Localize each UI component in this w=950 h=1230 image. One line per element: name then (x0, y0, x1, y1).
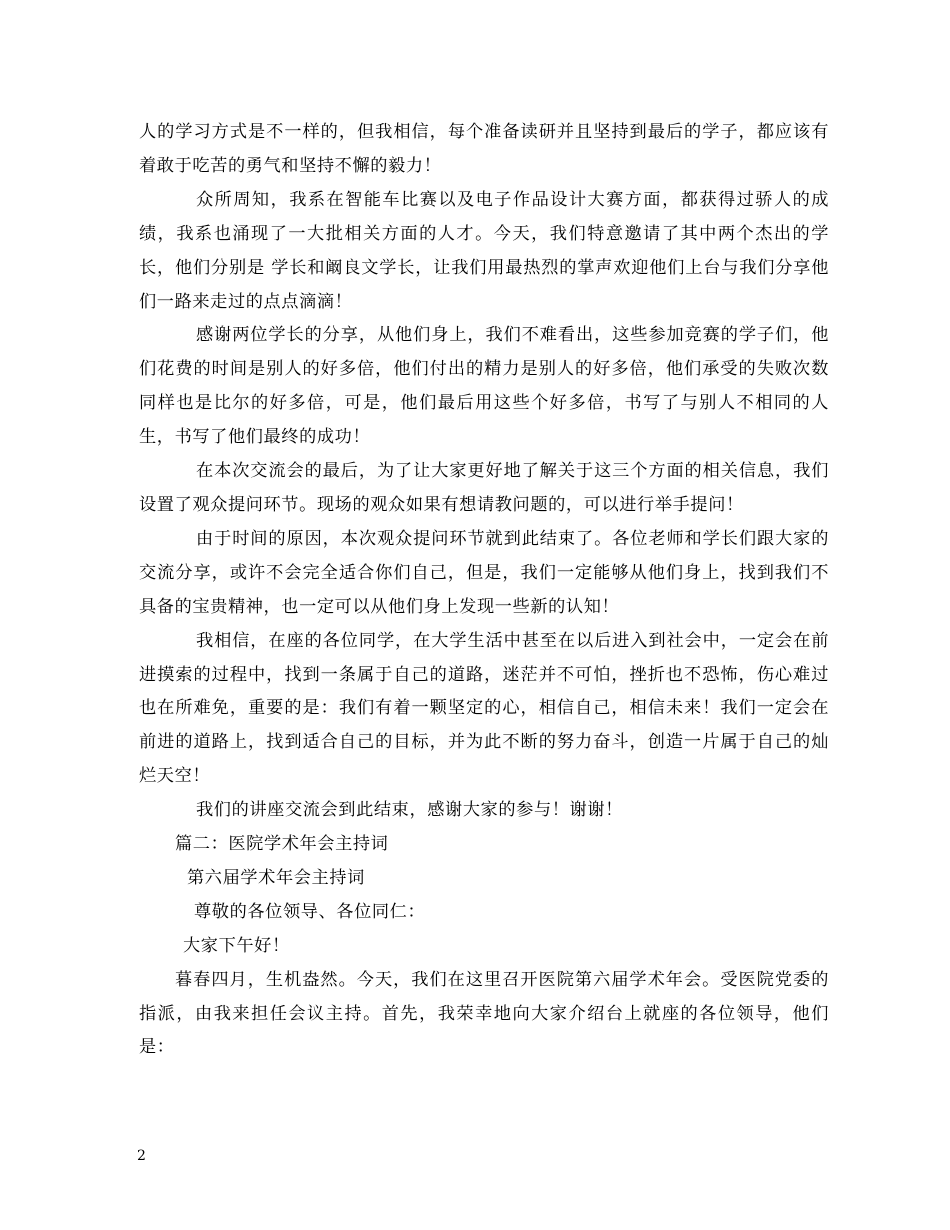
paragraph-session-end: 由于时间的原因，本次观众提问环节就到此结束了。各位老师和学长们跟大家的交流分享，或许不会完全适合你们自己，但是，我们一定能够从他们身上，找到我们不具备的宝贵精神，也一定可以从他们身上发现一些新的认知！ (139, 528, 829, 617)
salutation: 尊敬的各位领导、各位同仁： (194, 901, 426, 922)
document-title: 第六届学术年会主持词 (187, 867, 365, 888)
document-body (139, 116, 829, 1065)
page-number: 2 (137, 1148, 146, 1164)
paragraph-continuation: 人的学习方式是不一样的，但我相信，每个准备读研并且坚持到最后的学子，都应该有着敢于吃苦的勇气和坚持不懈的毅力！ (139, 122, 829, 176)
paragraph-competition-intro: 众所周知，我系在智能车比赛以及电子作品设计大赛方面，都获得过骄人的成绩，我系也涌现了一大批相关方面的人才。今天，我们特意邀请了其中两个杰出的学长，他们分别是 学长和阚良文学长，让我们用最热烈的掌声欢迎他们上台与我们分享他们一路来走过的点点滴滴！ (139, 189, 829, 312)
greeting: 大家下午好！ (183, 935, 290, 956)
section-heading: 篇二：医院学术年会主持词 (175, 834, 389, 855)
paragraph-encouragement: 我相信，在座的各位同学，在大学生活中甚至在以后进入到社会中，一定会在前进摸索的过程中，找到一条属于自己的道路，迷茫并不可怕，挫折也不恐怖，伤心难过也在所难免，重要的是：我们有着一颗坚定的心，相信自己，相信未来！我们一定会在前进的道路上，找到适合自己的目标，并为此不断的努力奋斗，创造一片属于自己的灿烂天空！ (139, 630, 829, 787)
paragraph-opening: 暮春四月，生机盎然。今天，我们在这里召开医院第六届学术年会。受医院党委的指派，由我来担任会议主持。首先，我荣幸地向大家介绍台上就座的各位领导，他们是： (139, 969, 829, 1058)
paragraph-question-session: 在本次交流会的最后，为了让大家更好地了解关于这三个方面的相关信息，我们设置了观众提问环节。现场的观众如果有想请教问题的，可以进行举手提问！ (139, 461, 829, 515)
paragraph-closing: 我们的讲座交流会到此结束，感谢大家的参与！谢谢！ (196, 800, 623, 821)
paragraph-thanks-seniors: 感谢两位学长的分享，从他们身上，我们不难看出，这些参加竞赛的学子们，他们花费的时间是别人的好多倍，他们付出的精力是别人的好多倍，他们承受的失败次数同样也是比尔的好多倍，可是，他们最后用这些个好多倍，书写了与别人不相同的人生，书写了他们最终的成功！ (139, 325, 829, 448)
